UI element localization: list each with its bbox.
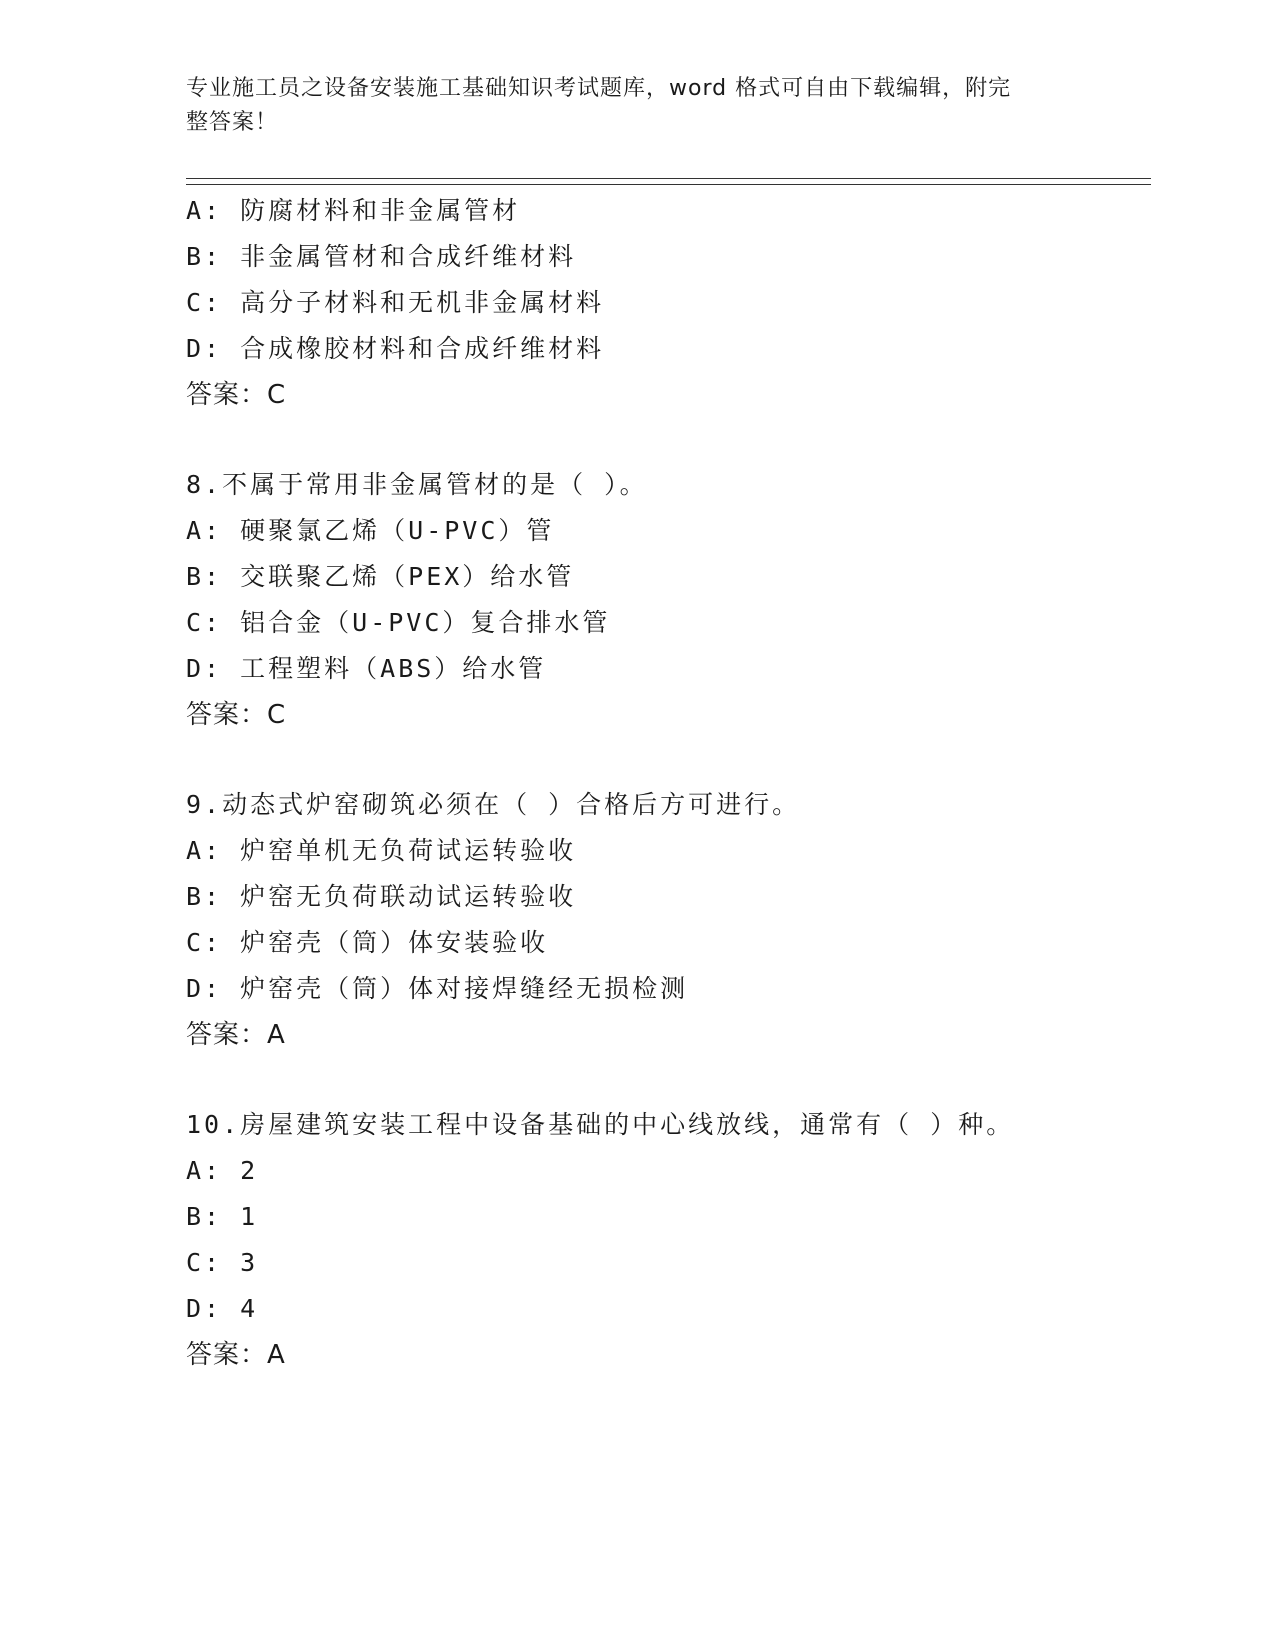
- document-intro: [186, 72, 1066, 140]
- question-stem: 8.不属于常用非金属管材的是（ ）。: [186, 470, 648, 499]
- option-a: A: 2: [186, 1156, 259, 1185]
- option-c: C: 3: [186, 1248, 259, 1277]
- option-c: C: 铝合金（U-PVC）复合排水管: [186, 608, 611, 637]
- question-10: [186, 1102, 1151, 1378]
- option-c: C: 高分子材料和无机非金属材料: [186, 288, 605, 317]
- option-b: B: 1: [186, 1202, 259, 1231]
- question-9: [186, 782, 1151, 1058]
- question-stem: 10.房屋建筑安装工程中设备基础的中心线放线，通常有（ ）种。: [186, 1110, 1015, 1139]
- answer-line: 答案：C: [186, 380, 287, 410]
- answer-line: 答案：A: [186, 1020, 286, 1050]
- option-a: A: 防腐材料和非金属管材: [186, 196, 521, 225]
- option-d: D: 4: [186, 1294, 259, 1323]
- question-7-continued: [186, 188, 1151, 418]
- answer-line: 答案：A: [186, 1340, 286, 1370]
- option-a: A: 硬聚氯乙烯（U-PVC）管: [186, 516, 555, 545]
- option-d: D: 炉窑壳（筒）体对接焊缝经无损检测: [186, 974, 689, 1003]
- option-b: B: 非金属管材和合成纤维材料: [186, 242, 577, 271]
- header-divider-bottom: [186, 184, 1151, 185]
- option-c: C: 炉窑壳（筒）体安装验收: [186, 928, 549, 957]
- option-d: D: 工程塑料（ABS）给水管: [186, 654, 547, 683]
- answer-line: 答案：C: [186, 700, 287, 730]
- question-stem: 9.动态式炉窑砌筑必须在（ ）合格后方可进行。: [186, 790, 801, 819]
- header-divider-top: [186, 178, 1151, 179]
- option-d: D: 合成橡胶材料和合成纤维材料: [186, 334, 605, 363]
- question-8: [186, 462, 1151, 738]
- intro-line-1: 专业施工员之设备安装施工基础知识考试题库，word 格式可自由下载编辑，附完: [186, 76, 1012, 101]
- option-b: B: 炉窑无负荷联动试运转验收: [186, 882, 577, 911]
- intro-line-2: 整答案！: [186, 110, 279, 135]
- option-b: B: 交联聚乙烯（PEX）给水管: [186, 562, 575, 591]
- option-a: A: 炉窑单机无负荷试运转验收: [186, 836, 577, 865]
- question-list: [186, 188, 1151, 1378]
